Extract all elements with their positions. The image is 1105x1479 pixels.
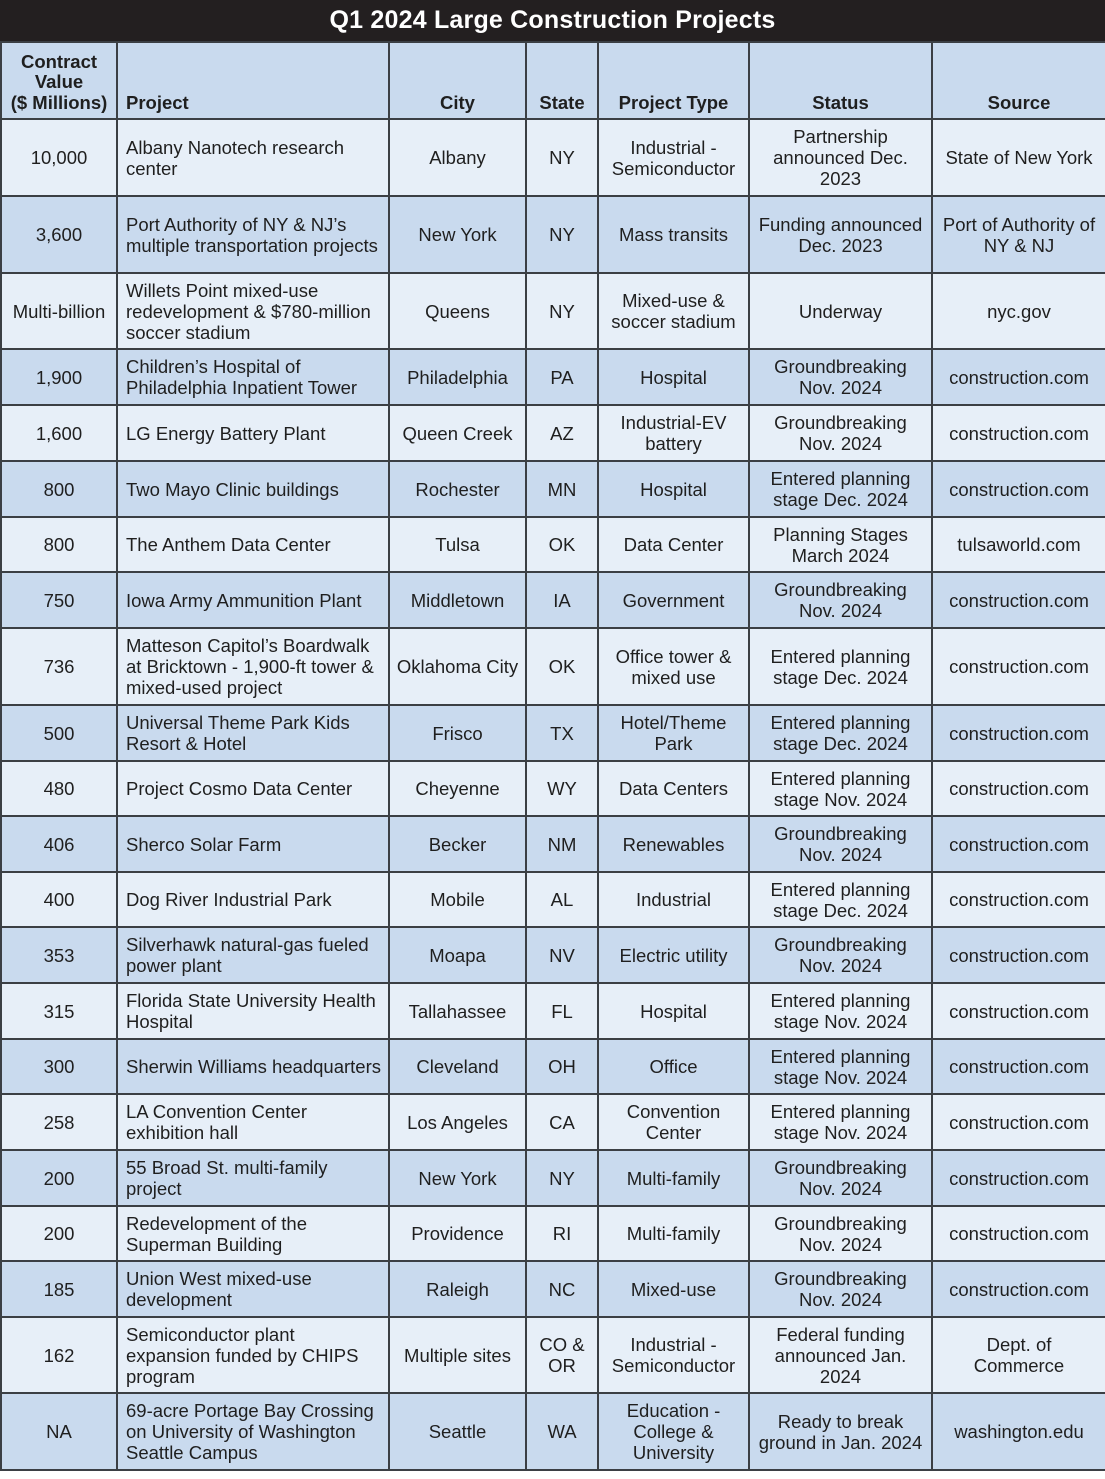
cell-source: construction.com — [932, 1150, 1105, 1206]
cell-state: MN — [526, 461, 598, 517]
cell-contract-value: 800 — [1, 461, 117, 517]
cell-city: Rochester — [389, 461, 526, 517]
cell-project-type: Renewables — [598, 816, 749, 872]
header-state: State — [526, 42, 598, 119]
cell-contract-value: 406 — [1, 816, 117, 872]
cell-status: Entered planning stage Nov. 2024 — [749, 1039, 932, 1094]
table-row — [1, 761, 1105, 816]
cell-project-type: Government — [598, 572, 749, 628]
cell-city: Moapa — [389, 927, 526, 983]
cell-state: WA — [526, 1393, 598, 1470]
cell-state: OK — [526, 517, 598, 572]
cell-status: Groundbreaking Nov. 2024 — [749, 816, 932, 872]
cell-contract-value: 400 — [1, 872, 117, 927]
cell-contract-value: 315 — [1, 983, 117, 1039]
cell-city: Oklahoma City — [389, 628, 526, 705]
cell-status: Entered planning stage Dec. 2024 — [749, 461, 932, 517]
cell-contract-value: NA — [1, 1393, 117, 1470]
header-value-line3: ($ Millions) — [10, 91, 108, 113]
table-body — [1, 119, 1105, 1470]
cell-project-type: Mixed-use & soccer stadium — [598, 273, 749, 349]
table-row — [1, 119, 1105, 196]
table-row — [1, 405, 1105, 461]
cell-project-type: Electric utility — [598, 927, 749, 983]
table-row — [1, 1317, 1105, 1393]
cell-source: construction.com — [932, 1094, 1105, 1150]
header-city: City — [389, 42, 526, 119]
cell-status: Planning Stages March 2024 — [749, 517, 932, 572]
cell-city: Seattle — [389, 1393, 526, 1470]
cell-state: IA — [526, 572, 598, 628]
cell-state: NM — [526, 816, 598, 872]
cell-contract-value: 300 — [1, 1039, 117, 1094]
cell-status: Entered planning stage Dec. 2024 — [749, 872, 932, 927]
cell-source: nyc.gov — [932, 273, 1105, 349]
cell-project-type: Office — [598, 1039, 749, 1094]
cell-state: NY — [526, 273, 598, 349]
cell-city: Mobile — [389, 872, 526, 927]
cell-contract-value: 500 — [1, 705, 117, 761]
cell-project-type: Industrial — [598, 872, 749, 927]
cell-project: 55 Broad St. multi-family project — [117, 1150, 389, 1206]
cell-project: 69-acre Portage Bay Crossing on University of Washington Seattle Campus — [117, 1393, 389, 1470]
cell-project-type: Mixed-use — [598, 1261, 749, 1317]
table-row — [1, 1393, 1105, 1470]
table-row — [1, 816, 1105, 872]
table-row — [1, 349, 1105, 405]
cell-project-type: Hospital — [598, 983, 749, 1039]
cell-source: construction.com — [932, 1206, 1105, 1261]
cell-project-type: Education - College & University — [598, 1393, 749, 1470]
table-row — [1, 983, 1105, 1039]
table-row — [1, 517, 1105, 572]
cell-status: Groundbreaking Nov. 2024 — [749, 349, 932, 405]
cell-project: Semiconductor plant expansion funded by CHIPS program — [117, 1317, 389, 1393]
cell-status: Ready to break ground in Jan. 2024 — [749, 1393, 932, 1470]
cell-project: Redevelopment of the Superman Building — [117, 1206, 389, 1261]
header-row — [1, 42, 1105, 119]
table-row — [1, 1261, 1105, 1317]
cell-project: Two Mayo Clinic buildings — [117, 461, 389, 517]
cell-city: Middletown — [389, 572, 526, 628]
cell-contract-value: 258 — [1, 1094, 117, 1150]
cell-status: Entered planning stage Nov. 2024 — [749, 983, 932, 1039]
cell-project: The Anthem Data Center — [117, 517, 389, 572]
cell-status: Entered planning stage Nov. 2024 — [749, 761, 932, 816]
cell-status: Groundbreaking Nov. 2024 — [749, 1206, 932, 1261]
cell-status: Entered planning stage Nov. 2024 — [749, 1094, 932, 1150]
table-row — [1, 1039, 1105, 1094]
cell-status: Partnership announced Dec. 2023 — [749, 119, 932, 196]
cell-contract-value: 1,600 — [1, 405, 117, 461]
cell-city: Tallahassee — [389, 983, 526, 1039]
header-project-type: Project Type — [598, 42, 749, 119]
cell-state: NV — [526, 927, 598, 983]
cell-project: Iowa Army Ammunition Plant — [117, 572, 389, 628]
cell-contract-value: 200 — [1, 1206, 117, 1261]
cell-city: Frisco — [389, 705, 526, 761]
cell-project: Matteson Capitol’s Boardwalk at Bricktown - 1,900-ft tower & mixed-used project — [117, 628, 389, 705]
cell-project-type: Hospital — [598, 461, 749, 517]
cell-state: CA — [526, 1094, 598, 1150]
cell-project: Union West mixed-use development — [117, 1261, 389, 1317]
cell-state: PA — [526, 349, 598, 405]
cell-source: construction.com — [932, 705, 1105, 761]
cell-city: Becker — [389, 816, 526, 872]
cell-contract-value: Multi-billion — [1, 273, 117, 349]
table-row — [1, 927, 1105, 983]
cell-project: Sherwin Williams headquarters — [117, 1039, 389, 1094]
cell-project-type: Industrial - Semiconductor — [598, 1317, 749, 1393]
cell-city: Los Angeles — [389, 1094, 526, 1150]
table-row — [1, 705, 1105, 761]
cell-city: New York — [389, 196, 526, 273]
cell-project-type: Multi-family — [598, 1206, 749, 1261]
table-title: Q1 2024 Large Construction Projects — [0, 0, 1105, 41]
cell-city: Providence — [389, 1206, 526, 1261]
cell-project: Silverhawk natural-gas fueled power plant — [117, 927, 389, 983]
cell-city: Philadelphia — [389, 349, 526, 405]
cell-status: Groundbreaking Nov. 2024 — [749, 1150, 932, 1206]
cell-source: construction.com — [932, 1039, 1105, 1094]
cell-source: construction.com — [932, 628, 1105, 705]
table-row — [1, 461, 1105, 517]
cell-contract-value: 185 — [1, 1261, 117, 1317]
cell-source: tulsaworld.com — [932, 517, 1105, 572]
cell-source: Port of Authority of NY & NJ — [932, 196, 1105, 273]
cell-source: construction.com — [932, 572, 1105, 628]
cell-source: construction.com — [932, 461, 1105, 517]
cell-contract-value: 162 — [1, 1317, 117, 1393]
cell-project: Sherco Solar Farm — [117, 816, 389, 872]
table-row — [1, 628, 1105, 705]
header-project: Project — [117, 42, 389, 119]
cell-source: State of New York — [932, 119, 1105, 196]
cell-status: Groundbreaking Nov. 2024 — [749, 572, 932, 628]
cell-state: CO & OR — [526, 1317, 598, 1393]
table-row — [1, 1094, 1105, 1150]
cell-project-type: Data Centers — [598, 761, 749, 816]
cell-project-type: Industrial-EV battery — [598, 405, 749, 461]
cell-status: Groundbreaking Nov. 2024 — [749, 927, 932, 983]
cell-source: construction.com — [932, 761, 1105, 816]
cell-project-type: Data Center — [598, 517, 749, 572]
cell-state: OK — [526, 628, 598, 705]
cell-status: Entered planning stage Dec. 2024 — [749, 628, 932, 705]
cell-city: Raleigh — [389, 1261, 526, 1317]
table-row — [1, 196, 1105, 273]
cell-status: Groundbreaking Nov. 2024 — [749, 405, 932, 461]
cell-state: NY — [526, 119, 598, 196]
table-row — [1, 572, 1105, 628]
cell-status: Funding announced Dec. 2023 — [749, 196, 932, 273]
header-source: Source — [932, 42, 1105, 119]
cell-contract-value: 200 — [1, 1150, 117, 1206]
table-row — [1, 1150, 1105, 1206]
cell-state: TX — [526, 705, 598, 761]
cell-project-type: Multi-family — [598, 1150, 749, 1206]
cell-source: construction.com — [932, 1261, 1105, 1317]
cell-source: construction.com — [932, 405, 1105, 461]
cell-city: New York — [389, 1150, 526, 1206]
cell-state: FL — [526, 983, 598, 1039]
table-row — [1, 273, 1105, 349]
cell-state: RI — [526, 1206, 598, 1261]
cell-project: Florida State University Health Hospital — [117, 983, 389, 1039]
cell-state: OH — [526, 1039, 598, 1094]
header-value-line1: Contract — [20, 50, 98, 72]
cell-project: Project Cosmo Data Center — [117, 761, 389, 816]
cell-contract-value: 10,000 — [1, 119, 117, 196]
cell-project: LA Convention Center exhibition hall — [117, 1094, 389, 1150]
cell-project: Albany Nanotech research center — [117, 119, 389, 196]
cell-state: AL — [526, 872, 598, 927]
header-value-line2: Value — [34, 71, 84, 92]
cell-state: AZ — [526, 405, 598, 461]
cell-contract-value: 353 — [1, 927, 117, 983]
table-row — [1, 872, 1105, 927]
cell-status: Federal funding announced Jan. 2024 — [749, 1317, 932, 1393]
cell-source: washington.edu — [932, 1393, 1105, 1470]
cell-city: Tulsa — [389, 517, 526, 572]
cell-contract-value: 480 — [1, 761, 117, 816]
cell-state: NY — [526, 1150, 598, 1206]
cell-source: Dept. of Commerce — [932, 1317, 1105, 1393]
cell-project-type: Office tower & mixed use — [598, 628, 749, 705]
cell-project: Children’s Hospital of Philadelphia Inpatient Tower — [117, 349, 389, 405]
cell-contract-value: 3,600 — [1, 196, 117, 273]
cell-project-type: Hospital — [598, 349, 749, 405]
cell-source: construction.com — [932, 816, 1105, 872]
cell-project-type: Convention Center — [598, 1094, 749, 1150]
cell-city: Queens — [389, 273, 526, 349]
cell-contract-value: 800 — [1, 517, 117, 572]
cell-status: Groundbreaking Nov. 2024 — [749, 1261, 932, 1317]
cell-city: Cheyenne — [389, 761, 526, 816]
cell-project: Port Authority of NY & NJ’s multiple transportation projects — [117, 196, 389, 273]
cell-state: NC — [526, 1261, 598, 1317]
cell-source: construction.com — [932, 927, 1105, 983]
cell-contract-value: 1,900 — [1, 349, 117, 405]
cell-city: Multiple sites — [389, 1317, 526, 1393]
cell-project: Universal Theme Park Kids Resort & Hotel — [117, 705, 389, 761]
header-status: Status — [749, 42, 932, 119]
projects-table — [0, 41, 1105, 1471]
cell-project: Dog River Industrial Park — [117, 872, 389, 927]
cell-project: LG Energy Battery Plant — [117, 405, 389, 461]
cell-city: Cleveland — [389, 1039, 526, 1094]
cell-project-type: Mass transits — [598, 196, 749, 273]
cell-source: construction.com — [932, 983, 1105, 1039]
cell-contract-value: 750 — [1, 572, 117, 628]
cell-city: Albany — [389, 119, 526, 196]
cell-city: Queen Creek — [389, 405, 526, 461]
cell-contract-value: 736 — [1, 628, 117, 705]
cell-state: NY — [526, 196, 598, 273]
table-row — [1, 1206, 1105, 1261]
cell-status: Underway — [749, 273, 932, 349]
cell-status: Entered planning stage Dec. 2024 — [749, 705, 932, 761]
header-contract-value — [1, 42, 117, 119]
cell-project: Willets Point mixed-use redevelopment & $780-million soccer stadium — [117, 273, 389, 349]
cell-source: construction.com — [932, 349, 1105, 405]
cell-source: construction.com — [932, 872, 1105, 927]
cell-state: WY — [526, 761, 598, 816]
cell-project-type: Industrial - Semiconductor — [598, 119, 749, 196]
cell-project-type: Hotel/Theme Park — [598, 705, 749, 761]
